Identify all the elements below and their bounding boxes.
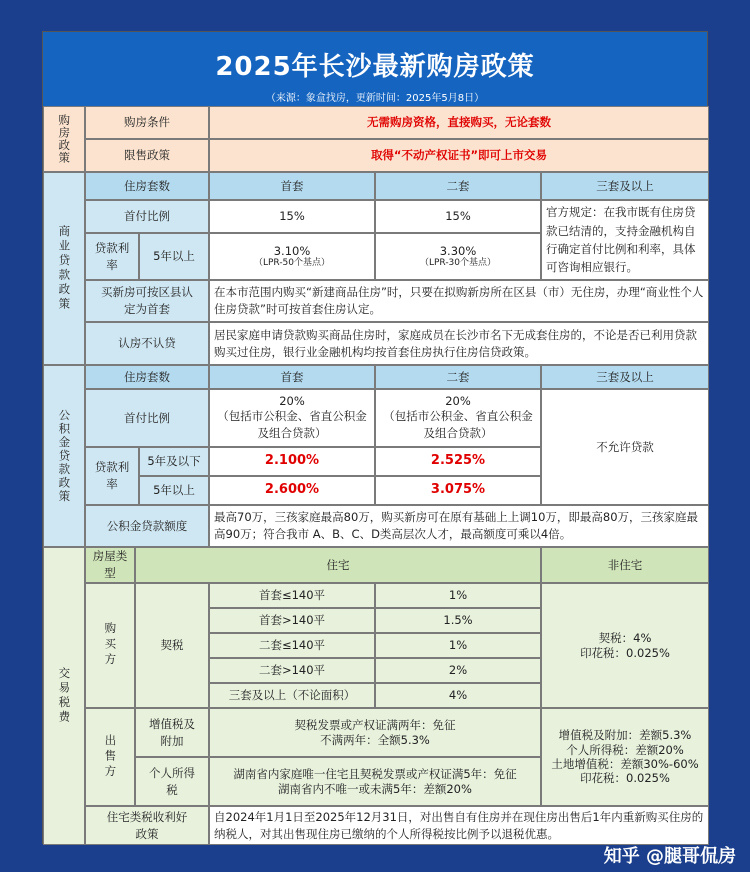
title-band bbox=[43, 32, 707, 106]
section-commercial-text: 商业贷款政策 bbox=[57, 225, 72, 312]
deed-cond-4: 三套及以上（不论面积） bbox=[209, 683, 375, 708]
tax-refund-label: 住宅类税收利好政策 bbox=[85, 806, 209, 845]
fund-downpayment-second-cell bbox=[375, 389, 541, 447]
home-not-loan-value: 居民家庭申请贷款购买商品住房时，家庭成员在长沙市名下无成套住房的，不论是否已利用贷款购买过住房，银行业金融机构均按首套住房执行住房信贷政策。 bbox=[209, 322, 709, 365]
deed-cond-2: 二套≤140平 bbox=[209, 633, 375, 658]
fund-downpayment-first: 20% bbox=[279, 393, 305, 408]
tax-buyer-text: 购买方 bbox=[103, 622, 118, 669]
commercial-rate-second-cell bbox=[375, 233, 541, 280]
fund-no-loan: 不允许贷款 bbox=[541, 389, 709, 505]
nonres-buyer-stamp: 印花税：0.025% bbox=[580, 645, 670, 660]
fund-quota-value: 最高70万，三孩家庭最高80万，购买新房可在原有基础上上调10万，即最高80万，三孩家庭最高90万；符合我市 A、B、C、D类高层次人才，最高额度可乘以4倍。 bbox=[209, 505, 709, 547]
section-label-fund bbox=[43, 365, 85, 547]
tax-pit-line2: 湖南省内不唯一或未满5年：差额20% bbox=[278, 781, 472, 796]
fund-downpayment-first-note: （包括市公积金、省直公积金及组合贷款） bbox=[217, 408, 367, 441]
home-not-loan-label: 认房不认贷 bbox=[85, 322, 209, 365]
zhihu-watermark: 知乎 @腿哥侃房 bbox=[603, 846, 736, 867]
deed-rate-3: 2% bbox=[375, 658, 541, 683]
fund-rate-short-second: 2.525% bbox=[375, 447, 541, 476]
tax-deed-label: 契税 bbox=[135, 583, 209, 708]
nonres-buyer-cell bbox=[541, 583, 709, 708]
tax-seller-text: 出售方 bbox=[103, 733, 118, 781]
fund-rate-short-first: 2.100% bbox=[209, 447, 375, 476]
tax-residential-header: 住宅 bbox=[135, 547, 541, 583]
commercial-rate-first: 3.10% bbox=[273, 243, 311, 258]
tax-vat-label: 增值税及附加 bbox=[135, 708, 209, 757]
fund-downpayment-second-note: （包括市公积金、省直公积金及组合贷款） bbox=[383, 408, 533, 441]
commercial-rate-term: 5年以上 bbox=[139, 233, 209, 280]
fund-header-second: 二套 bbox=[375, 365, 541, 389]
tax-seller-label bbox=[85, 708, 135, 806]
tax-pit-cell bbox=[209, 757, 541, 806]
section-fund-text: 公积金贷款政策 bbox=[57, 408, 72, 504]
fund-header-label: 住房套数 bbox=[85, 365, 209, 389]
page-subtitle: （来源：象盒找房，更新时间：2025年5月8日） bbox=[265, 93, 485, 104]
fund-downpayment-label: 首付比例 bbox=[85, 389, 209, 447]
deed-rate-4: 4% bbox=[375, 683, 541, 708]
policy-table bbox=[42, 31, 708, 844]
deed-rate-0: 1% bbox=[375, 583, 541, 608]
commercial-downpayment-label: 首付比例 bbox=[85, 200, 209, 233]
deed-cond-0: 首套≤140平 bbox=[209, 583, 375, 608]
tax-nonresidential-header: 非住宅 bbox=[541, 547, 709, 583]
nonres-seller-vat: 增值税及附加：差额5.3% bbox=[558, 728, 692, 743]
purchase-condition-value: 无需购房资格，直接购买，无论套数 bbox=[209, 106, 709, 139]
county-first-home-label: 买新房可按区县认定为首套 bbox=[85, 280, 209, 322]
commercial-rate-second-note: （LPR-30个基点） bbox=[419, 258, 497, 269]
tax-buyer-label bbox=[85, 583, 135, 708]
commercial-rate-first-cell bbox=[209, 233, 375, 280]
fund-quota-label: 公积金贷款额度 bbox=[85, 505, 209, 547]
section-purchase-text: 购房政策 bbox=[57, 114, 72, 164]
section-label-purchase bbox=[43, 106, 85, 172]
tax-vat-line1: 契税发票或产权证满两年：免征 bbox=[294, 718, 456, 733]
commercial-rate-first-note: （LPR-50个基点） bbox=[253, 258, 331, 269]
tax-type-label: 房屋类型 bbox=[85, 547, 135, 583]
section-label-commercial bbox=[43, 172, 85, 365]
deed-rate-1: 1.5% bbox=[375, 608, 541, 633]
fund-header-third: 三套及以上 bbox=[541, 365, 709, 389]
tax-pit-label: 个人所得税 bbox=[135, 757, 209, 806]
commercial-header-label: 住房套数 bbox=[85, 172, 209, 200]
commercial-rate-label: 贷款利率 bbox=[85, 233, 139, 280]
commercial-header-first: 首套 bbox=[209, 172, 375, 200]
fund-header-first: 首套 bbox=[209, 365, 375, 389]
tax-vat-line2: 不满两年：全额5.3% bbox=[320, 732, 430, 747]
commercial-downpayment-first: 15% bbox=[209, 200, 375, 233]
section-label-tax bbox=[43, 547, 85, 845]
commercial-rate-second: 3.30% bbox=[439, 243, 477, 258]
commercial-header-second: 二套 bbox=[375, 172, 541, 200]
nonres-buyer-deed: 契税：4% bbox=[598, 631, 652, 646]
nonres-seller-land: 土地增值税：差额30%-60% bbox=[551, 757, 699, 771]
deed-cond-1: 首套>140平 bbox=[209, 608, 375, 633]
purchase-condition-label: 购房条件 bbox=[85, 106, 209, 139]
tax-refund-value: 自2024年1月1日至2025年12月31日，对出售自有住房并在现住房出售后1年内重新购买住房的纳税人，对其出售现住房已缴纳的个人所得税按比例予以退税优惠。 bbox=[209, 806, 709, 845]
tax-vat-cell bbox=[209, 708, 541, 757]
section-tax-text: 交易税费 bbox=[57, 667, 72, 725]
deed-cond-3: 二套>140平 bbox=[209, 658, 375, 683]
tax-pit-line1: 湖南省内家庭唯一住宅且契税发票或产权证满5年：免征 bbox=[233, 767, 517, 782]
resale-limit-value: 取得“不动产权证书”即可上市交易 bbox=[209, 139, 709, 172]
commercial-third-note: 官方规定：在我市既有住房贷款已结清的，支持金融机构自行确定首付比例和利率，具体可咨询相应银行。 bbox=[541, 200, 709, 280]
fund-downpayment-first-cell bbox=[209, 389, 375, 447]
nonres-seller-cell bbox=[541, 708, 709, 806]
fund-rate-long-second: 3.075% bbox=[375, 476, 541, 505]
fund-rate-label: 贷款利率 bbox=[85, 447, 139, 505]
resale-limit-label: 限售政策 bbox=[85, 139, 209, 172]
fund-rate-term2: 5年以上 bbox=[139, 476, 209, 505]
nonres-seller-pit: 个人所得税：差额20% bbox=[566, 742, 684, 757]
fund-rate-long-first: 2.600% bbox=[209, 476, 375, 505]
page-title: 2025年长沙最新购房政策 bbox=[215, 52, 535, 82]
fund-rate-term1: 5年及以下 bbox=[139, 447, 209, 476]
commercial-downpayment-second: 15% bbox=[375, 200, 541, 233]
fund-downpayment-second: 20% bbox=[445, 393, 471, 408]
nonres-seller-stamp: 印花税：0.025% bbox=[580, 771, 670, 786]
deed-rate-2: 1% bbox=[375, 633, 541, 658]
commercial-header-third: 三套及以上 bbox=[541, 172, 709, 200]
county-first-home-value: 在本市范围内购买“新建商品住房”时，只要在拟购新房所在区县（市）无住房，办理“商业性个人住房贷款”时可按首套住房认定。 bbox=[209, 280, 709, 322]
